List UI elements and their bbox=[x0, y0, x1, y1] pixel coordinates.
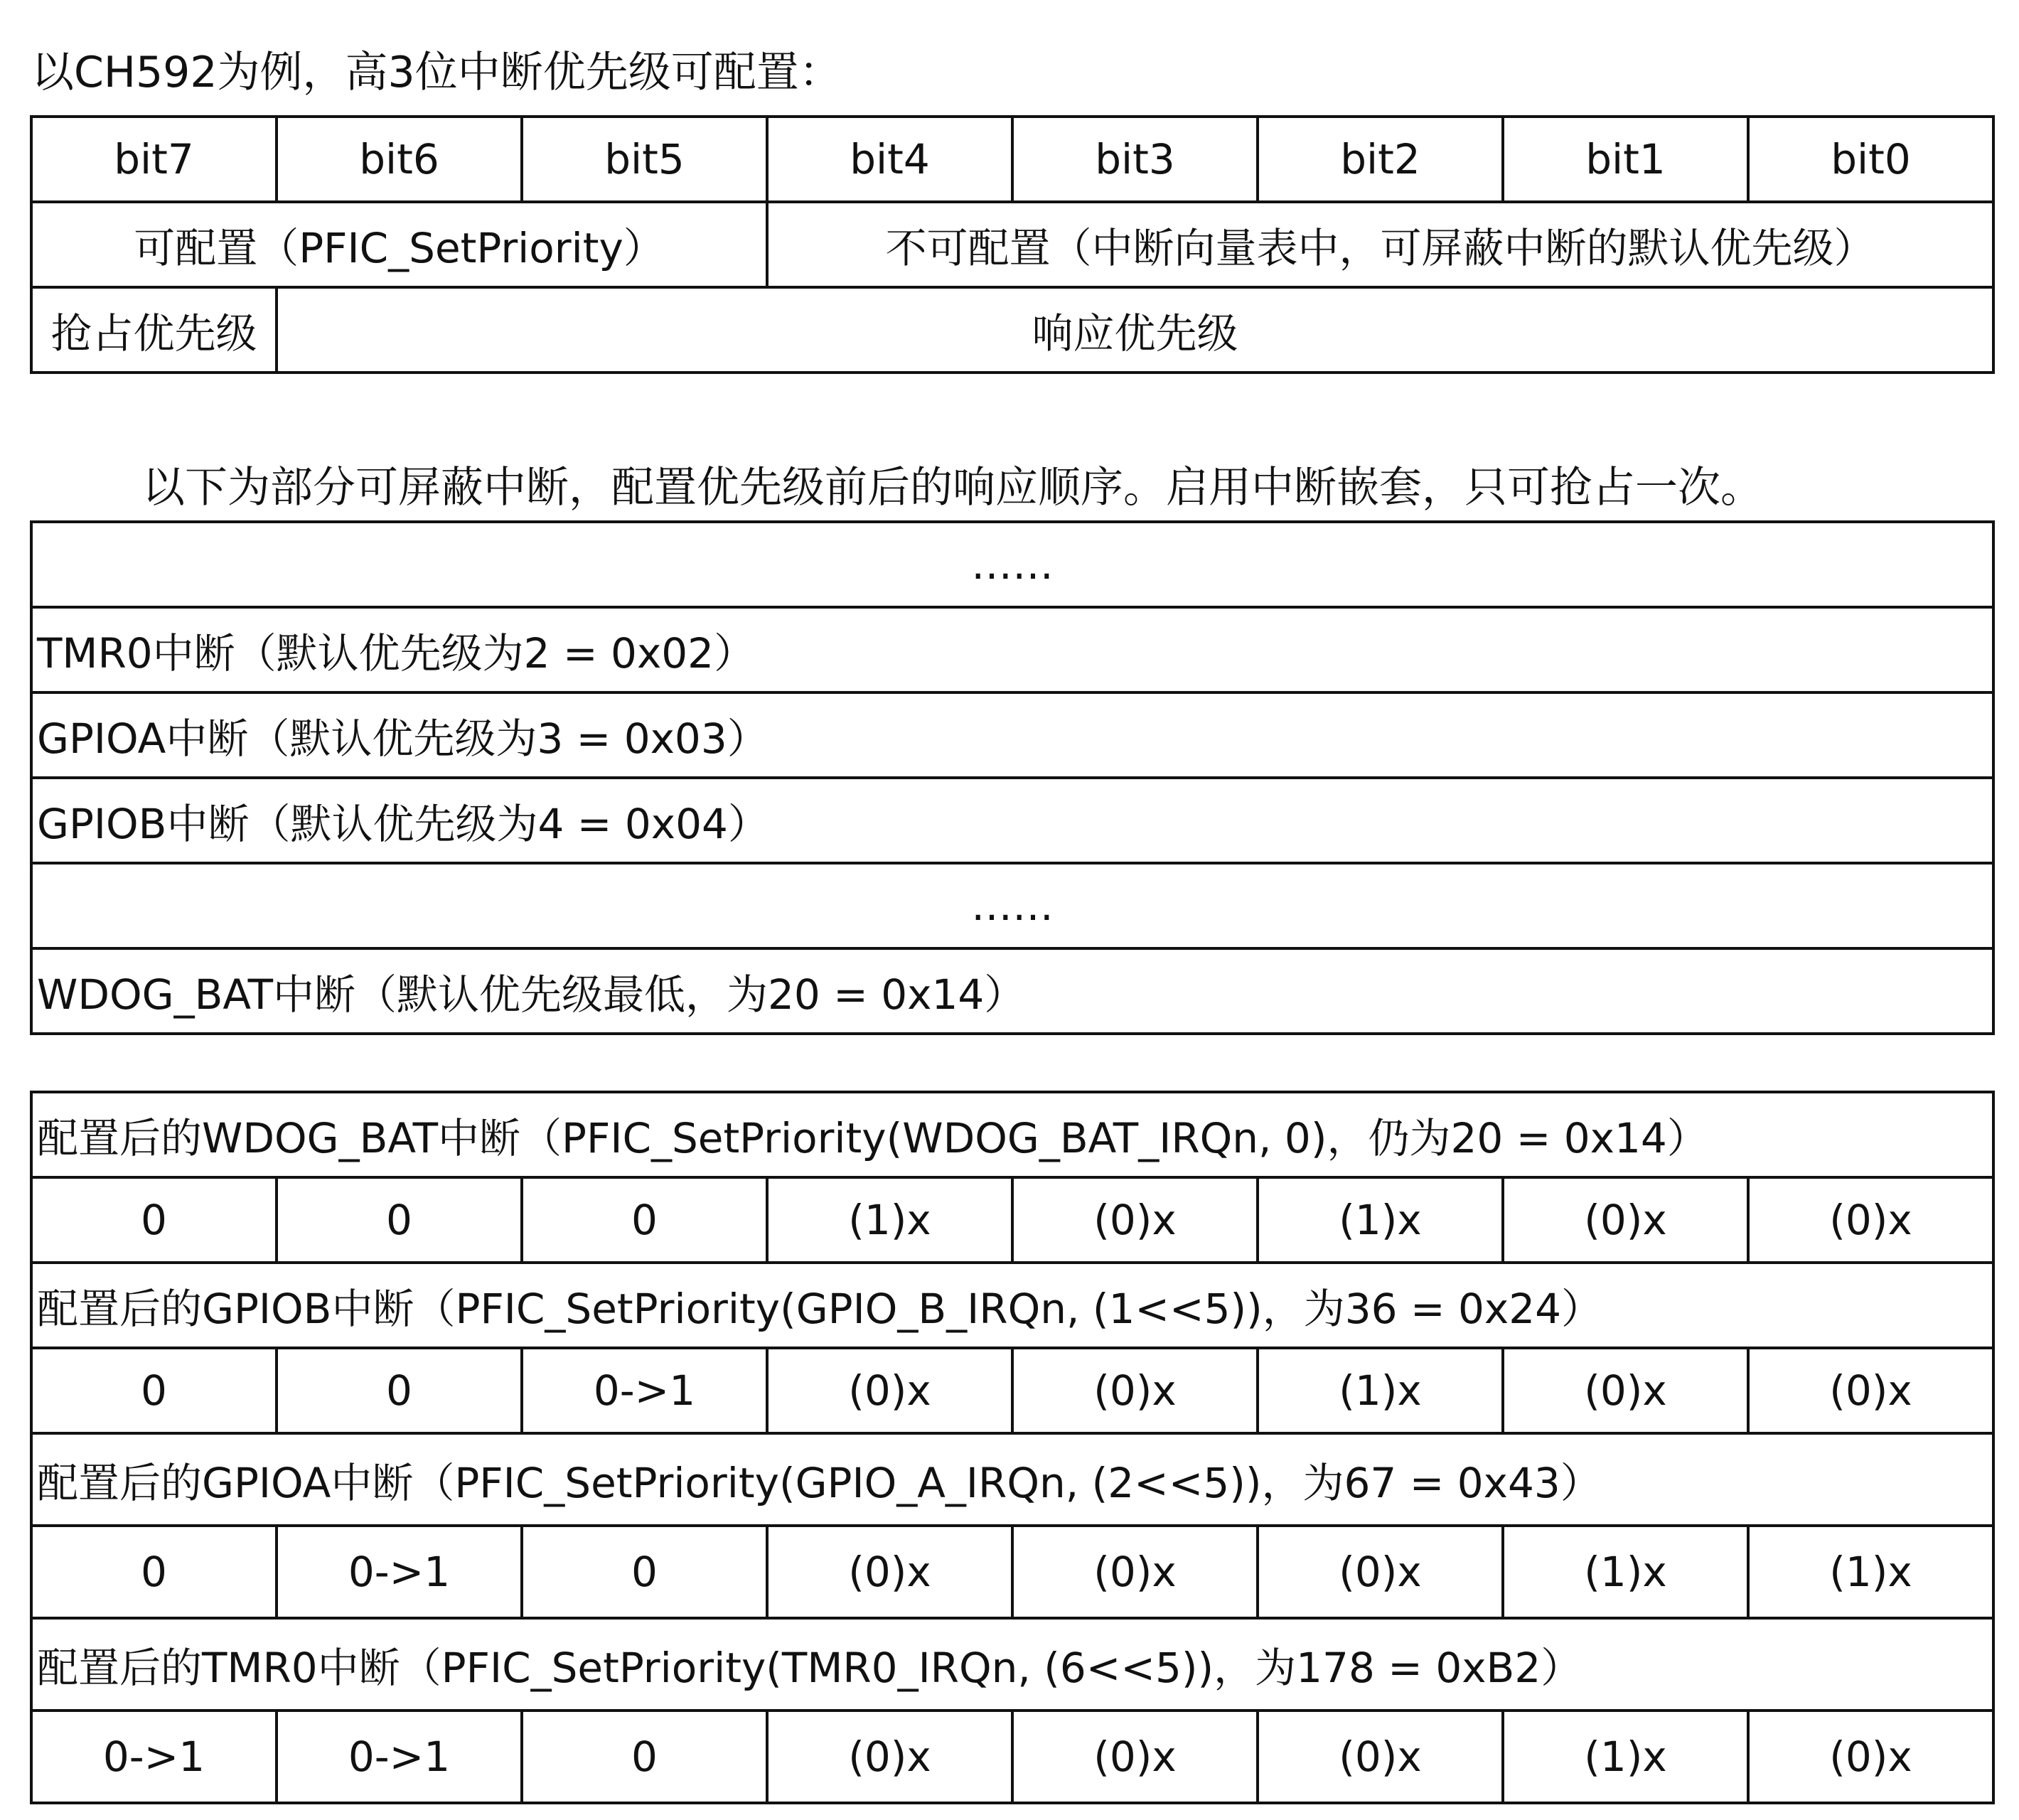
bit-value-cell: 0->1 bbox=[522, 1348, 767, 1433]
order-heading: 以下为部分可屏蔽中断，配置优先级前后的响应顺序。启用中断嵌套，只可抢占一次。 bbox=[142, 463, 1763, 513]
vector-row-wdog-bat: WDOG_BAT中断（默认优先级最低，为20 = 0x14） bbox=[31, 948, 1993, 1034]
config-label-row bbox=[31, 1618, 1993, 1711]
bit-value-cell: (0)x bbox=[767, 1711, 1012, 1803]
vector-row-gpioa: GPIOA中断（默认优先级为3 = 0x03） bbox=[31, 692, 1993, 778]
bit-value-cell: (1)x bbox=[767, 1177, 1012, 1263]
ellipsis-cell: …… bbox=[31, 863, 1993, 948]
config-label-gpioa: 配置后的GPIOA中断（PFIC_SetPriority(GPIO_A_IRQn, (2<<5))，为67 = 0x43） bbox=[31, 1433, 1993, 1526]
bit-value-cell: (1)x bbox=[1503, 1711, 1748, 1803]
table-row bbox=[31, 948, 1993, 1034]
config-bit-row bbox=[31, 1526, 1993, 1618]
bit-value-cell: (1)x bbox=[1748, 1526, 1993, 1618]
bit-value-cell: 0 bbox=[31, 1177, 277, 1263]
configurability-row bbox=[31, 202, 1993, 287]
bit-value-cell: 0->1 bbox=[31, 1711, 277, 1803]
vector-row-tmr0: TMR0中断（默认优先级为2 = 0x02） bbox=[31, 607, 1993, 692]
bit-value-cell: (0)x bbox=[1748, 1348, 1993, 1433]
table-row bbox=[31, 863, 1993, 948]
bit-header-cell: bit7 bbox=[31, 117, 277, 202]
configured-priority-table bbox=[30, 1091, 1995, 1804]
bit-header-cell: bit4 bbox=[767, 117, 1012, 202]
config-label-row bbox=[31, 1263, 1993, 1348]
config-label-tmr0: 配置后的TMR0中断（PFIC_SetPriority(TMR0_IRQn, (6<<5))，为178 = 0xB2） bbox=[31, 1618, 1993, 1711]
bit-value-cell: (0)x bbox=[1012, 1526, 1258, 1618]
bit-value-cell: 0->1 bbox=[277, 1711, 522, 1803]
bit-value-cell: 0 bbox=[522, 1177, 767, 1263]
bit-value-cell: 0 bbox=[31, 1526, 277, 1618]
priority-bit-table bbox=[30, 115, 1995, 374]
not-configurable-cell: 不可配置（中断向量表中，可屏蔽中断的默认优先级） bbox=[767, 202, 1993, 287]
preempt-priority-cell: 抢占优先级 bbox=[31, 287, 277, 373]
bit-value-cell: (0)x bbox=[1258, 1711, 1503, 1803]
bit-value-cell: 0 bbox=[522, 1711, 767, 1803]
bit-value-cell: (1)x bbox=[1258, 1177, 1503, 1263]
bit-value-cell: 0 bbox=[277, 1177, 522, 1263]
bit-value-cell: 0 bbox=[277, 1348, 522, 1433]
configurable-cell: 可配置（PFIC_SetPriority） bbox=[31, 202, 767, 287]
bit-value-cell: (0)x bbox=[1012, 1177, 1258, 1263]
bit-value-cell: (0)x bbox=[1748, 1711, 1993, 1803]
bit-value-cell: 0 bbox=[31, 1348, 277, 1433]
intro-heading: 以CH592为例，高3位中断优先级可配置： bbox=[31, 48, 842, 97]
bit-value-cell: (0)x bbox=[1503, 1177, 1748, 1263]
bit-header-cell: bit3 bbox=[1012, 117, 1258, 202]
bit-value-cell: 0->1 bbox=[277, 1526, 522, 1618]
table-row bbox=[31, 778, 1993, 863]
bit-value-cell: (1)x bbox=[1503, 1526, 1748, 1618]
bit-header-row bbox=[31, 117, 1993, 202]
ellipsis-cell: …… bbox=[31, 522, 1993, 607]
bit-header-cell: bit5 bbox=[522, 117, 767, 202]
response-priority-cell: 响应优先级 bbox=[277, 287, 1993, 373]
table-row bbox=[31, 607, 1993, 692]
bit-value-cell: (0)x bbox=[767, 1526, 1012, 1618]
config-label-gpiob: 配置后的GPIOB中断（PFIC_SetPriority(GPIO_B_IRQn, (1<<5))，为36 = 0x24） bbox=[31, 1263, 1993, 1348]
bit-header-cell: bit6 bbox=[277, 117, 522, 202]
table-row bbox=[31, 692, 1993, 778]
priority-kind-row bbox=[31, 287, 1993, 373]
bit-value-cell: (0)x bbox=[1258, 1526, 1503, 1618]
bit-header-cell: bit1 bbox=[1503, 117, 1748, 202]
bit-value-cell: (0)x bbox=[1012, 1348, 1258, 1433]
bit-value-cell: (0)x bbox=[767, 1348, 1012, 1433]
bit-value-cell: (0)x bbox=[1748, 1177, 1993, 1263]
bit-header-cell: bit0 bbox=[1748, 117, 1993, 202]
bit-header-cell: bit2 bbox=[1258, 117, 1503, 202]
bit-value-cell: 0 bbox=[522, 1526, 767, 1618]
config-label-wdog-bat: 配置后的WDOG_BAT中断（PFIC_SetPriority(WDOG_BAT_IRQn, 0)，仍为20 = 0x14） bbox=[31, 1092, 1993, 1177]
table-row bbox=[31, 522, 1993, 607]
bit-value-cell: (0)x bbox=[1012, 1711, 1258, 1803]
interrupt-vector-table bbox=[30, 520, 1995, 1035]
bit-value-cell: (1)x bbox=[1258, 1348, 1503, 1433]
config-label-row bbox=[31, 1433, 1993, 1526]
vector-row-gpiob: GPIOB中断（默认优先级为4 = 0x04） bbox=[31, 778, 1993, 863]
config-bit-row bbox=[31, 1711, 1993, 1803]
config-bit-row bbox=[31, 1177, 1993, 1263]
config-label-row bbox=[31, 1092, 1993, 1177]
config-bit-row bbox=[31, 1348, 1993, 1433]
bit-value-cell: (0)x bbox=[1503, 1348, 1748, 1433]
